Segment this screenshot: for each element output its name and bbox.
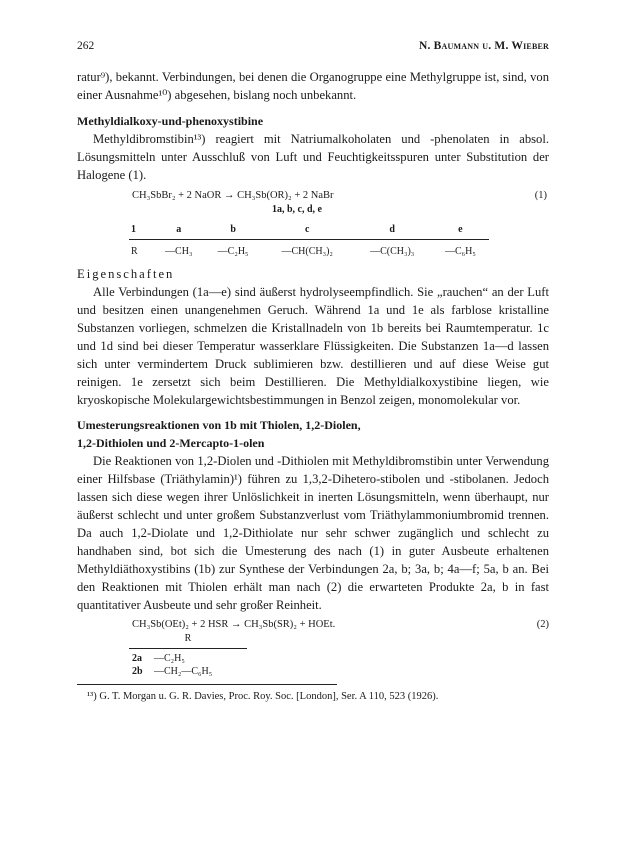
equation-2-text: CH₃Sb(OEt)₂ + 2 HSR → CH₃Sb(SR)₂ + HOEt. <box>132 619 336 630</box>
table-cell: —C(CH₃)₃ <box>370 246 415 257</box>
compound-table-2 <box>129 632 247 678</box>
table-cell-key: 2a <box>132 653 142 664</box>
footnote: ¹³) G. T. Morgan u. G. R. Davies, Proc. Roy. Soc. [London], Ser. A 110, 523 (1926). <box>87 691 439 702</box>
section1-paragraph: Methyldibromstibin¹³) reagiert mit Natriumalkoholaten und -phenolaten in absol. Lösungsmitteln unter Ausschluß von Luft und Feuchtigkeitsspuren unter Substitution der Halogene (1). <box>77 132 549 182</box>
table-row <box>129 240 489 260</box>
table-cell: R <box>131 246 138 257</box>
table-row <box>129 665 247 678</box>
table-cell-key: 2b <box>132 666 143 677</box>
table-header-cell: R <box>129 632 247 649</box>
table-cell: —CH(CH₃)₂ <box>281 246 333 257</box>
section-heading-dialkoxystibine: Methyldialkoxy-und-phenoxystibine <box>77 114 264 128</box>
equation-2-number: (2) <box>536 619 549 630</box>
section-heading-umesterung-line2: 1,2-Dithiolen und 2-Mercapto-1-olen <box>77 436 265 450</box>
section3-paragraph: Die Reaktionen von 1,2-Diolen und -Dithiolen mit Methyldibromstibin unter Verwendung einer Hilfsbase (Triäthylamin)¹) führen zu 1,3,2-Dihetero-stibolen und -stibolanen. Jedoch lassen sich diese wegen ihrer Unlöslichkeit in inerten Lösungsmitteln, wenn überhaupt, nur äußerst schlecht und unter großem Substanzverlust vom Triäthylammoniumbromid trennen. Da auch 1,2-Diolate und 1,2-Dithiolate nur sehr schwer zugänglich und schlecht zu handhaben sind, bot sich die Umesterung des nach (1) in guter Ausbeute erhaltenen Methyldiäthoxystibins (1b) zur Synthese der Verbindungen 2a, b; 3a, b; 4a—f; 5a, b an. Bei den Reaktionen mit Thiolen erhält man nach (2) die erwarteten Produkte 2a, b in fast quantitativer Ausbeute und sehr großer Reinheit. <box>77 454 549 612</box>
table-cell: —C₆H₅ <box>444 246 476 257</box>
table-cell-value: —CH₂—C₆H₅ <box>154 666 213 677</box>
table-header-row <box>129 222 489 240</box>
running-header <box>77 36 549 56</box>
table-header-cell: a <box>153 222 205 240</box>
table-header-cell: e <box>432 222 489 240</box>
equation-1-number: (1) <box>534 190 547 201</box>
intro-paragraph: ratur⁹), bekannt. Verbindungen, bei denen die Organogruppe eine Methylgruppe ist, sind, von einer Ausnahme¹⁰) abgesehen, bislang noch unbekannt. <box>77 70 549 102</box>
section-heading-eigenschaften: Eigenschaften <box>77 267 175 281</box>
table-header-cell: 1 <box>129 222 153 240</box>
section2-paragraph: Alle Verbindungen (1a—e) sind äußerst hydrolyseempfindlich. Sie „rauchen“ an der Luft und besitzen einen unangenehmen Geruch. Während 1a und 1e als farblose kristalline Substanzen vorliegen, schmelzen die Kristallnadeln von 1b bereits bei Raumtemperatur. 1c und 1d sind bei dieser Temperatur wasserklare Flüssigkeiten. Die Substanzen 1a—d lassen sich unter vermindertem Druck sublimieren bzw. destillieren und auf diese Weise gut reinigen. 1e zersetzt sich beim Destillieren. Die Methyldialkoxystibine liegen, wie kryoskopische Molekulargewichtsbestimmungen in Benzol zeigen, monomolekular vor. <box>77 285 549 407</box>
section-heading-umesterung-line1: Umesterungsreaktionen von 1b mit Thiolen, 1,2-Diolen, <box>77 418 361 432</box>
paper-page <box>77 36 549 704</box>
table-row <box>129 652 247 665</box>
table-cell: —CH₃ <box>165 246 193 257</box>
table-header-cell: b <box>205 222 262 240</box>
equation-1-subscript: 1a, b, c, d, e <box>272 204 322 215</box>
footnote-rule <box>77 684 337 685</box>
equation-1 <box>77 188 549 203</box>
equation-1-text: CH₃SbBr₂ + 2 NaOR → CH₃Sb(OR)₂ + 2 NaBr <box>132 190 334 201</box>
table-cell-value: —C₂H₅ <box>154 653 185 664</box>
equation-2 <box>77 617 549 632</box>
compound-table-1 <box>129 222 489 259</box>
running-author: N. Baumann u. M. Wieber <box>419 40 549 52</box>
table-header-cell: c <box>262 222 353 240</box>
table-header-cell: d <box>353 222 432 240</box>
page-number: 262 <box>77 40 95 52</box>
table-cell: —C₂H₅ <box>217 246 249 257</box>
